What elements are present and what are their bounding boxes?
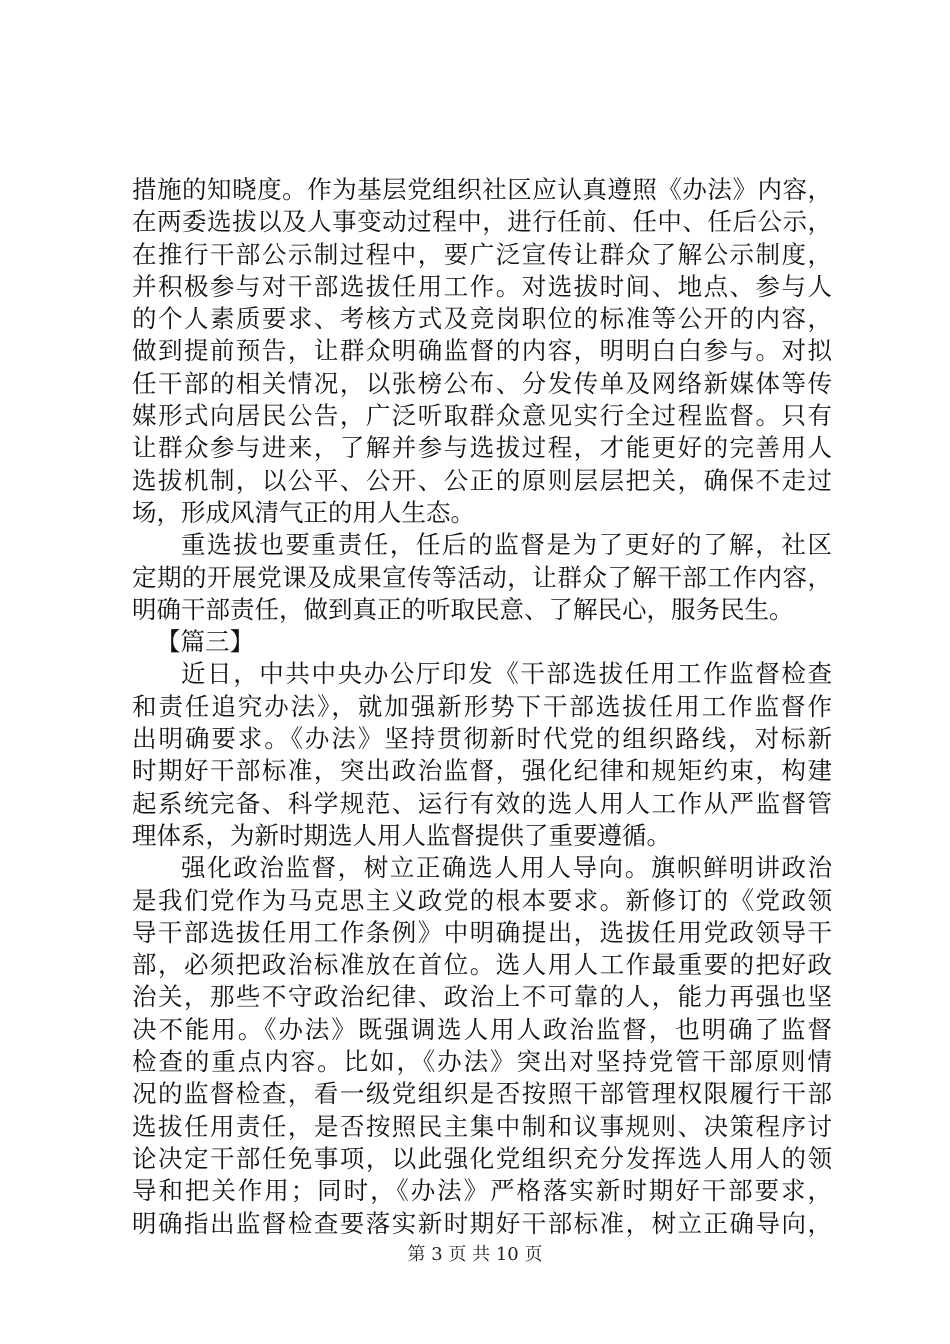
text-line: 导和把关作用；同时，《办法》严格落实新时期好干部要求， [132,1176,832,1206]
text-line: 理体系，为新时期选人用人监督提供了重要遵循。 [132,820,671,850]
text-line: 的个人素质要求、考核方式及竞岗职位的标准等公开的内容， [132,304,832,334]
text-line: 场，形成风清气正的用人生态。 [132,497,475,527]
text-line: 重选拔也要重责任，任后的监督是为了更好的了解，社区 [181,530,832,560]
text-line: 是我们党作为马克思主义政党的根本要求。新修订的《党政领 [132,885,832,915]
text-line: 让群众参与进来，了解并参与选拔过程，才能更好的完善用人 [132,433,832,463]
text-line: 选拔机制，以公平、公开、公正的原则层层把关，确保不走过 [132,465,832,495]
text-line: 任干部的相关情况，以张榜公布、分发传单及网络新媒体等传 [132,368,832,398]
text-line: 论决定干部任免事项，以此强化党组织充分发挥选人用人的领 [132,1143,832,1173]
text-line: 时期好干部标准，突出政治监督，强化纪律和规矩约束，构建 [132,756,832,786]
text-line: 出明确要求。《办法》坚持贯彻新时代党的组织路线，对标新 [132,724,832,754]
page-number-footer: 第 3 页 共 10 页 [407,1244,543,1265]
text-line: 媒形式向居民公告，广泛听取群众意见实行全过程监督。只有 [132,401,832,431]
text-line: 部，必须把政治标准放在首位。选人用人工作最重要的把好政 [132,950,832,980]
text-line: 起系统完备、科学规范、运行有效的选人用人工作从严监督管 [132,788,832,818]
text-line: 措施的知晓度。作为基层党组织社区应认真遵照《办法》内容， [132,175,832,204]
text-line: 定期的开展党课及成果宣传等活动，让群众了解干部工作内容， [132,562,832,592]
text-line: 明确指出监督检查要落实新时期好干部标准，树立正确导向， [132,1208,832,1238]
text-line: 近日，中共中央办公厅印发《干部选拔任用工作监督检查 [181,659,832,689]
text-line: 治关，那些不守政治纪律、政治上不可靠的人，能力再强也坚 [132,982,832,1012]
text-line: 在两委选拔以及人事变动过程中，进行任前、任中、任后公示， [132,207,832,237]
text-line: 和责任追究办法》，就加强新形势下干部选拔任用工作监督作 [132,691,832,721]
text-line: 况的监督检查，看一级党组织是否按照干部管理权限履行干部 [132,1079,832,1109]
text-line: 检查的重点内容。比如，《办法》突出对坚持党管干部原则情 [132,1047,832,1077]
document-body [132,174,832,1240]
text-line: 做到提前预告，让群众明确监督的内容，明明白白参与。对拟 [132,336,832,366]
text-line: 决不能用。《办法》既强调选人用人政治监督，也明确了监督 [132,1014,832,1044]
text-line: 在推行干部公示制过程中，要广泛宣传让群众了解公示制度， [132,239,832,269]
text-line: 并积极参与对干部选拔任用工作。对选拔时间、地点、参与人 [132,271,832,301]
text-line: 强化政治监督，树立正确选人用人导向。旗帜鲜明讲政治 [181,853,832,883]
section-heading: 【篇三】 [156,627,254,657]
text-line: 导干部选拔任用工作条例》中明确提出，选拔任用党政领导干 [132,917,832,947]
text-line: 明确干部责任，做到真正的听取民意、了解民心，服务民生。 [132,594,794,624]
text-line: 选拔任用责任，是否按照民主集中制和议事规则、决策程序讨 [132,1111,832,1141]
